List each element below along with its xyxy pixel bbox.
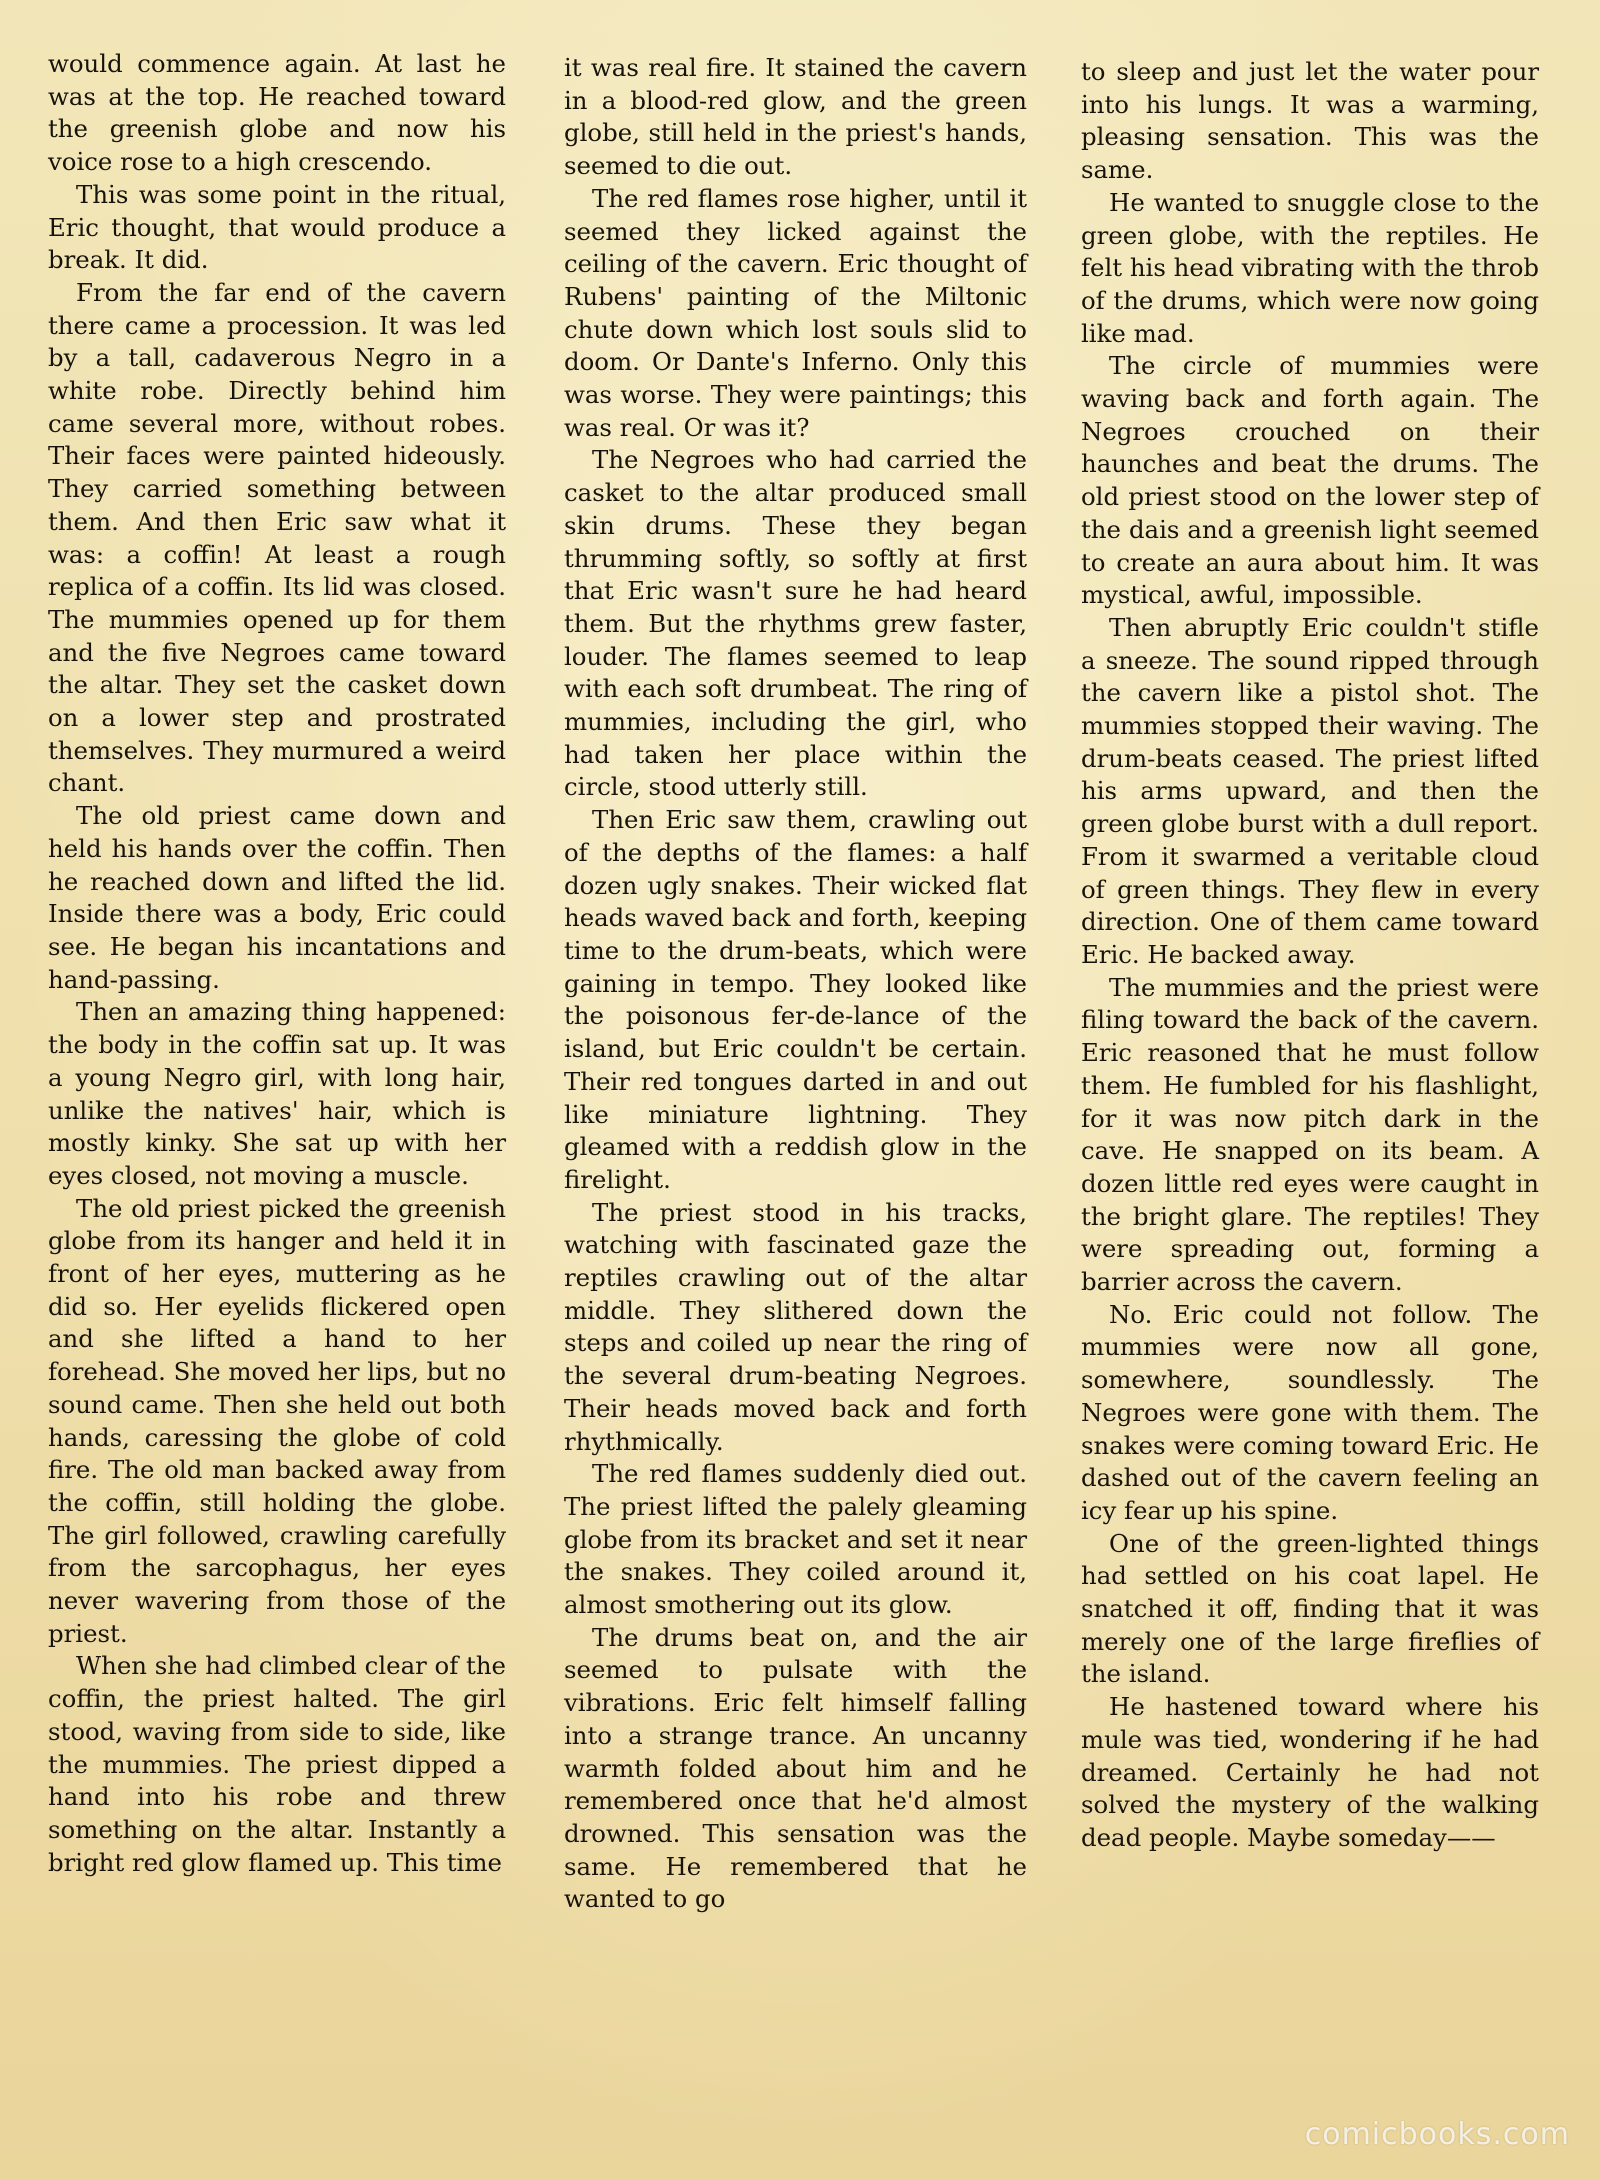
text-column-2 — [564, 52, 1027, 1916]
paragraph: Then an amazing thing happened: the body in the coffin sat up. It was a young Negro girl, with long hair, unlike the natives' hair, which is mostly kinky. She sat up with her eyes closed, not moving a muscle. — [48, 997, 506, 1190]
paragraph: From the far end of the cavern there came a procession. It was led by a tall, cadaverous Negro in a white robe. Directly behind him came several more, without robes. Their faces were painted hideously. They carried something between them. And then Eric saw what it was: a coffin! At least a rough replica of a coffin. Its lid was closed. The mummies opened up for them and the five Negroes came toward the altar. They set the casket down on a lower step and prostrated themselves. They murmured a weird chant. — [48, 277, 506, 798]
paragraph: The red flames rose higher, until it seemed they licked against the ceiling of the cavern. Eric thought of Rubens' painting of the Miltonic chute down which lost souls slid to doom. Or Dante's Inferno. Only this was worse. They were paintings; this was real. Or was it? — [564, 183, 1027, 442]
paragraph: Then abruptly Eric couldn't stifle a sneeze. The sound ripped through the cavern like a pistol shot. The mummies stopped their waving. The drum-beats ceased. The priest lifted his arms upward, and then the green globe burst with a dull report. From it swarmed a veritable cloud of green things. They flew in every direction. One of them came toward Eric. He backed away. — [1081, 612, 1539, 969]
paragraph: This was some point in the ritual, Eric thought, that would produce a break. It did. — [48, 179, 506, 275]
paragraph: Then Eric saw them, crawling out of the depths of the flames: a half dozen ugly snakes. Their wicked flat heads waved back and forth, keeping time to the drum-beats, which were gaining in tempo. They looked like the poisonous fer-de-lance of the island, but Eric couldn't be certain. Their red tongues darted in and out like miniature lightning. They gleamed with a reddish glow in the firelight. — [564, 805, 1027, 1194]
paragraph: He hastened toward where his mule was tied, wondering if he had dreamed. Certainly he had not solved the mystery of the walking dead people. Maybe someday—— — [1081, 1692, 1539, 1852]
paragraph: to sleep and just let the water pour into his lungs. It was a warming, pleasing sensation. This was the same. — [1081, 57, 1539, 185]
paragraph: The old priest picked the greenish globe from its hanger and held it in front of her eyes, muttering as he did so. Her eyelids flickered open and she lifted a hand to her forehead. She moved her lips, but no sound came. Then she held out both hands, caressing the globe of cold fire. The old man backed away from the coffin, still holding the globe. The girl followed, crawling carefully from the sarcophagus, her eyes never wavering from those of the priest. — [48, 1193, 506, 1648]
paragraph: it was real fire. It stained the cavern in a blood-red glow, and the green globe, still held in the priest's hands, seemed to die out. — [564, 53, 1027, 181]
paragraph: The red flames suddenly died out. The priest lifted the palely gleaming globe from its bracket and set it near the snakes. They coiled around it, almost smothering out its glow. — [564, 1459, 1027, 1620]
paragraph: No. Eric could not follow. The mummies were now all gone, somewhere, soundlessly. The Negroes were gone with them. The snakes were coming toward Eric. He dashed out of the cavern feeling an icy fear up his spine. — [1081, 1299, 1539, 1525]
paragraph: One of the green-lighted things had settled on his coat lapel. He snatched it off, finding that it was merely one of the large fireflies of the island. — [1081, 1528, 1539, 1689]
paragraph: The mummies and the priest were filing toward the back of the cavern. Eric reasoned that he must follow them. He fumbled for his flashlight, for it was now pitch dark in the cave. He snapped on its beam. A dozen little red eyes were caught in the bright glare. The reptiles! They were spreading out, forming a barrier across the cavern. — [1081, 972, 1539, 1297]
site-watermark: comicbooks.com — [1304, 2117, 1570, 2152]
paragraph: The old priest came down and held his hands over the coffin. Then he reached down and lifted the lid. Inside there was a body, Eric could see. He began his incantations and hand-passing. — [48, 801, 506, 994]
text-column-3 — [1081, 56, 1539, 1855]
paragraph: He wanted to snuggle close to the green globe, with the reptiles. He felt his head vibrating with the throb of the drums, which were now going like mad. — [1081, 187, 1539, 348]
paragraph: The priest stood in his tracks, watching with fascinated gaze the reptiles crawling out of the altar middle. They slithered down the steps and coiled up near the ring of the several drum-beating Negroes. Their heads moved back and forth rhythmically. — [564, 1197, 1027, 1456]
paragraph: When she had climbed clear of the coffin, the priest halted. The girl stood, waving from side to side, like the mummies. The priest dipped a hand into his robe and threw something on the altar. Instantly a bright red glow flamed up. This time — [48, 1651, 506, 1877]
paragraph: The drums beat on, and the air seemed to pulsate with the vibrations. Eric felt himself falling into a strange trance. An uncanny warmth folded about him and he remembered once that he'd almost drowned. This sensation was the same. He remembered that he wanted to go — [564, 1622, 1027, 1914]
paragraph: would commence again. At last he was at the top. He reached toward the greenish globe and now his voice rose to a high crescendo. — [48, 49, 506, 177]
text-column-1 — [48, 48, 506, 1879]
paragraph: The circle of mummies were waving back and forth again. The Negroes crouched on their haunches and beat the drums. The old priest stood on the lower step of the dais and a greenish light seemed to create an aura about him. It was mystical, awful, impossible. — [1081, 351, 1539, 610]
paragraph: The Negroes who had carried the casket to the altar produced small skin drums. These they began thrumming softly, so softly at first that Eric wasn't sure he had heard them. But the rhythms grew faster, louder. The flames seemed to leap with each soft drumbeat. The ring of mummies, including the girl, who had taken her place within the circle, stood utterly still. — [564, 445, 1027, 802]
